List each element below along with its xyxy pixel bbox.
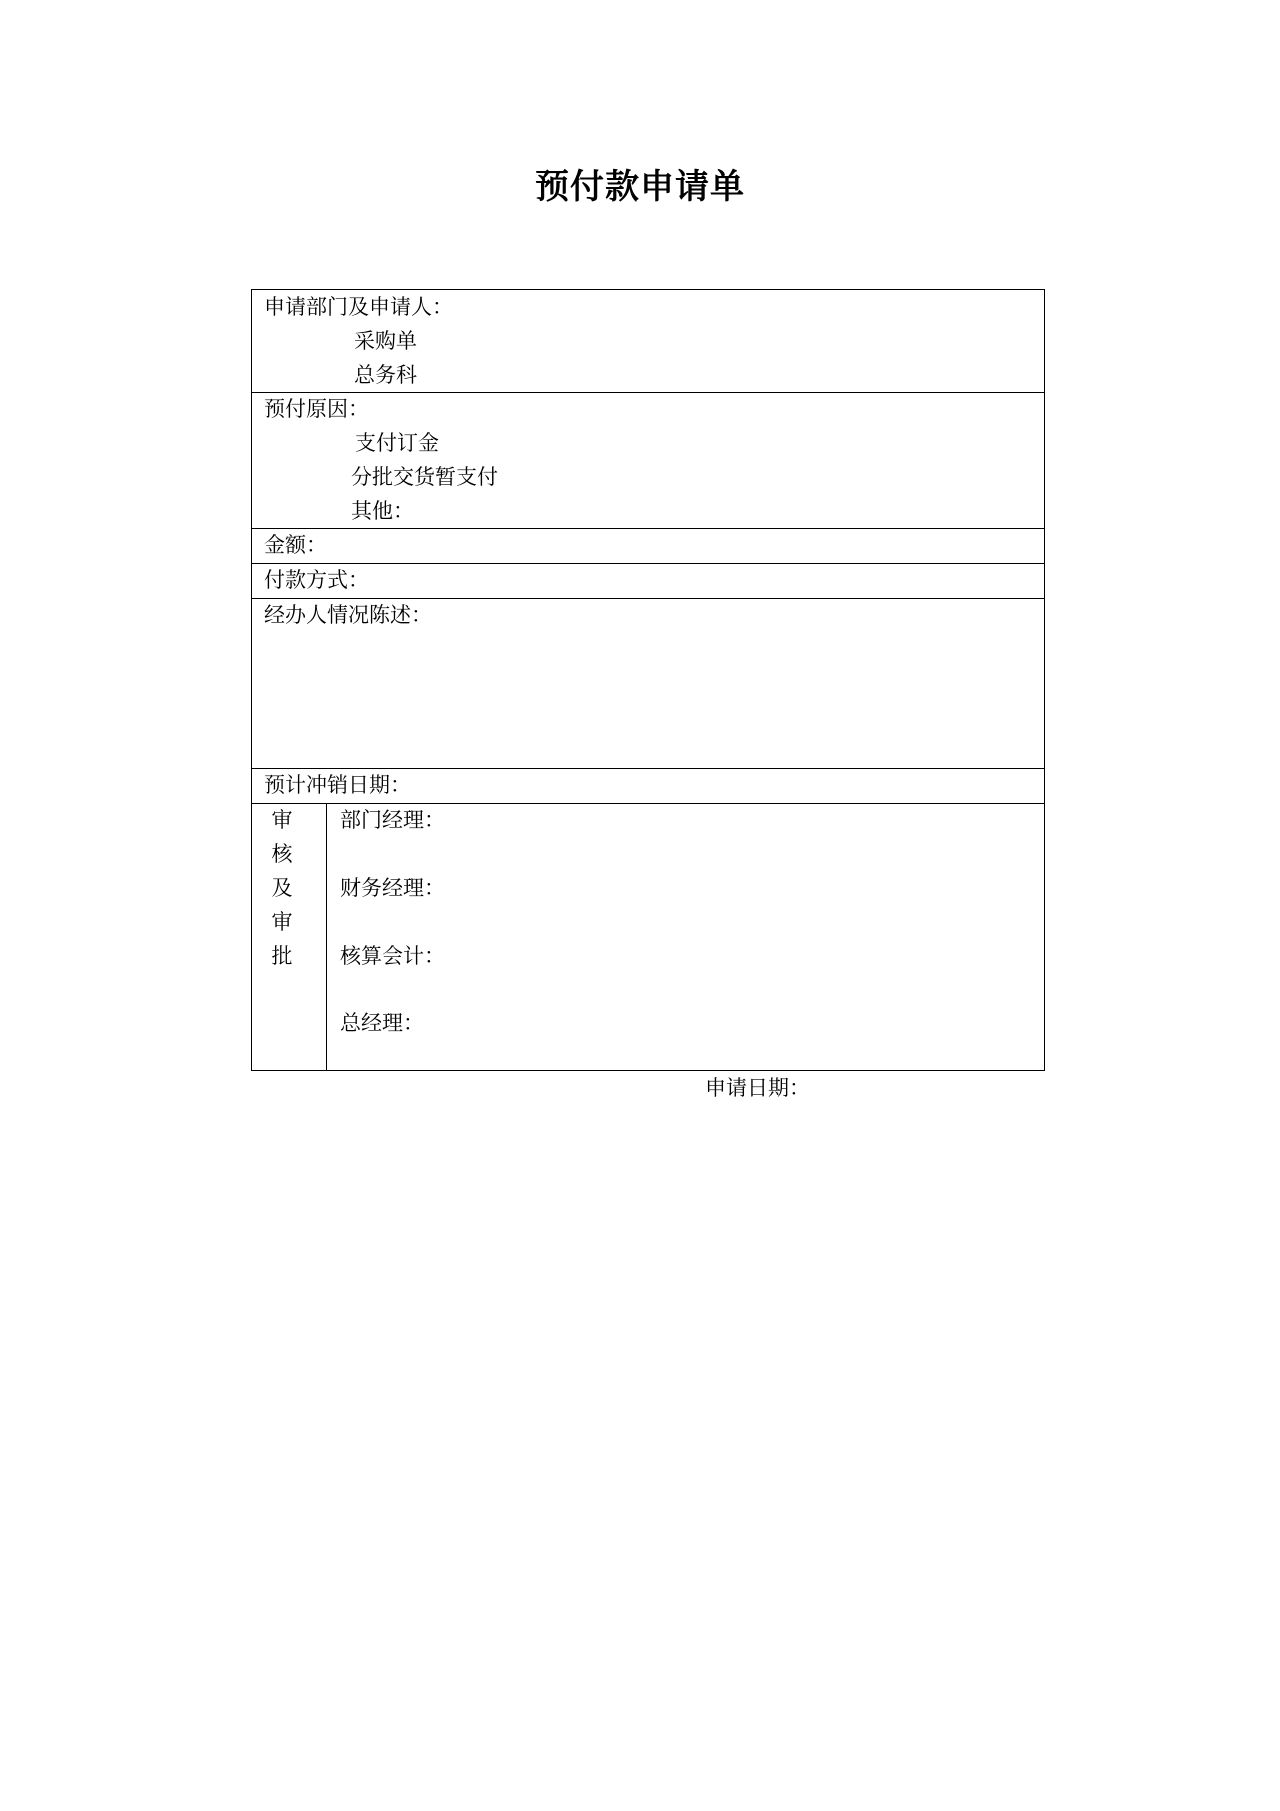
approval-item-finance-manager: 财务经理： bbox=[340, 876, 445, 900]
approval-item-accountant: 核算会计： bbox=[340, 944, 445, 968]
approval-side-char: 审 bbox=[271, 808, 293, 832]
approval-item-department-manager: 部门经理： bbox=[340, 808, 445, 832]
approval-row bbox=[252, 804, 1044, 1070]
applicant-label: 申请部门及申请人： bbox=[264, 295, 453, 319]
handler-statement-label: 经办人情况陈述： bbox=[264, 603, 432, 627]
reason-row bbox=[252, 393, 1044, 529]
approval-divider bbox=[326, 804, 327, 1070]
amount-row bbox=[252, 529, 1044, 564]
apply-date-label: 申请日期： bbox=[705, 1076, 810, 1100]
approval-side-char: 审 bbox=[271, 910, 293, 934]
applicant-line: 采购单 bbox=[354, 329, 417, 353]
approval-item-general-manager: 总经理： bbox=[340, 1011, 424, 1035]
payment-method-row bbox=[252, 564, 1044, 599]
payment-method-label: 付款方式： bbox=[264, 568, 369, 592]
applicant-line: 总务科 bbox=[354, 363, 417, 387]
reason-option: 其他： bbox=[351, 499, 414, 523]
reason-label: 预付原因： bbox=[264, 397, 369, 421]
applicant-row bbox=[252, 290, 1044, 393]
expected-writeoff-row bbox=[252, 769, 1044, 804]
approval-side-char: 批 bbox=[271, 944, 293, 968]
handler-statement-row bbox=[252, 599, 1044, 769]
reason-option: 分批交货暂支付 bbox=[351, 465, 498, 489]
page-title: 预付款申请单 bbox=[535, 167, 745, 207]
approval-side-char: 核 bbox=[271, 842, 293, 866]
expected-writeoff-label: 预计冲销日期： bbox=[264, 773, 411, 797]
approval-side-char: 及 bbox=[271, 876, 293, 900]
prepayment-form-table bbox=[251, 289, 1045, 1071]
reason-option: 支付订金 bbox=[355, 431, 439, 455]
amount-label: 金额： bbox=[264, 533, 327, 557]
